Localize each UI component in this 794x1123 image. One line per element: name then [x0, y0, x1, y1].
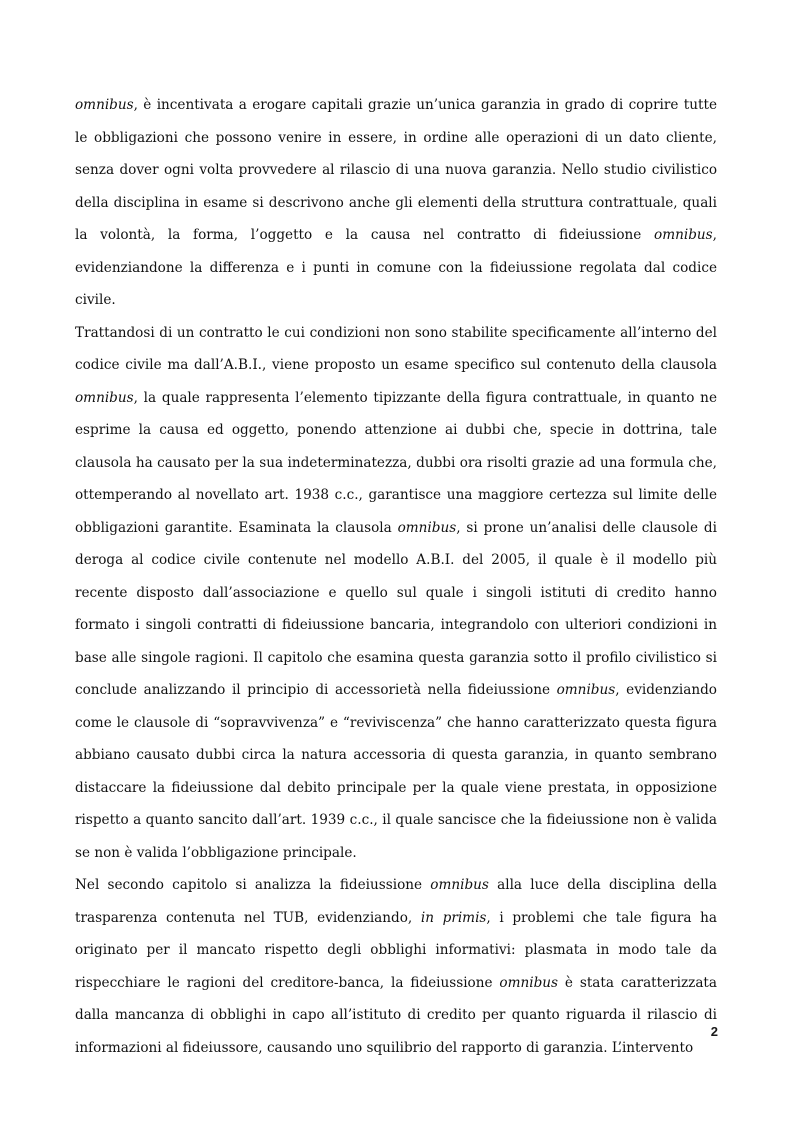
text-run: , la quale rappresenta l’elemento tipizzante della figura contrattuale, in quanto ne esprime la causa ed oggetto, ponendo attenzione ai dubbi che, specie in dottrina, tale clausola ha causato per la sua indeterminatezza, dubbi ora risolti grazie ad una formula che, ottemperando al novellato art. 1938 c.c., garantisce una maggiore certezza sul limite delle obbligazioni garantite. Esaminata la clausola	[75, 389, 717, 536]
text-run: omnibus	[556, 682, 616, 698]
text-run: , è incentivata a erogare capitali grazie un’unica garanzia in grado di coprire tutte le obbligazioni che possono venire in essere, in ordine alle operazioni di un dato cliente, senza dover ogni volta provvedere al rilascio di una nuova garanzia. Nello studio civilistico della disciplina in esame si descrivono anche gli elementi della struttura contrattuale, quali la volontà, la forma, l’oggetto e la causa nel contratto di fideiussione	[75, 97, 717, 243]
text-run: omnibus	[397, 519, 457, 536]
text-run: Nel secondo capitolo si analizza la fideiussione	[75, 877, 431, 893]
page-number: 2	[710, 1024, 718, 1039]
text-run: omnibus	[430, 877, 489, 893]
text-run: , i problemi che tale figura ha originato per il mancato rispetto degli obblighi informativi: plasmata in modo tale da rispecchiare le ragioni del creditore-banca, la fideiussione	[75, 909, 717, 991]
document-body	[75, 89, 717, 1064]
text-run: omnibus	[499, 974, 559, 991]
paragraph-2	[75, 317, 717, 870]
text-run: omnibus	[75, 389, 134, 406]
text-run: , evidenziandone la differenza e i punti in comune con la fideiussione regolata dal codice civile.	[75, 227, 717, 308]
text-run: omnibus	[75, 97, 134, 113]
text-run: , si prone un’analisi delle clausole di deroga al codice civile contenute nel modello A.B.I. del 2005, il quale è il modello più recente disposto dall’associazione e quello sul quale i singoli istituti di credito hanno formato i singoli contratti di fideiussione bancaria, integrandolo con ulteriori condizioni in base alle singole ragioni. Il capitolo che esamina questa garanzia sotto il profilo civilistico si conclude analizzando il principio di accessorietà nella fideiussione	[75, 519, 717, 698]
text-run: omnibus	[654, 227, 713, 243]
paragraph-3	[75, 869, 717, 1064]
paragraph-1	[75, 89, 717, 317]
text-run: alla luce della disciplina della trasparenza contenuta nel TUB, evidenziando,	[75, 877, 717, 926]
text-run: Trattandosi di un contratto le cui condizioni non sono stabilite specificamente all’interno del codice civile ma dall’A.B.I., viene proposto un esame specifico sul contenuto della clausola	[75, 324, 717, 373]
text-run: è stata caratterizzata dalla mancanza di obblighi in capo all’istituto di credito per quanto riguarda il rilascio di informazioni al fideiussore, causando uno squilibrio del rapporto di garanzia. L’intervento	[75, 974, 717, 1056]
text-run: , evidenziando come le clausole di “sopravvivenza” e “reviviscenza” che hanno caratterizzato questa figura abbiano causato dubbi circa la natura accessoria di questa garanzia, in quanto sembrano distaccare la fideiussione dal debito principale per la quale viene prestata, in opposizione rispetto a quanto sancito dall’art. 1939 c.c., il quale sancisce che la fideiussione non è valida se non è valida l’obbligazione principale.	[75, 682, 717, 861]
text-run: in primis	[420, 909, 487, 926]
